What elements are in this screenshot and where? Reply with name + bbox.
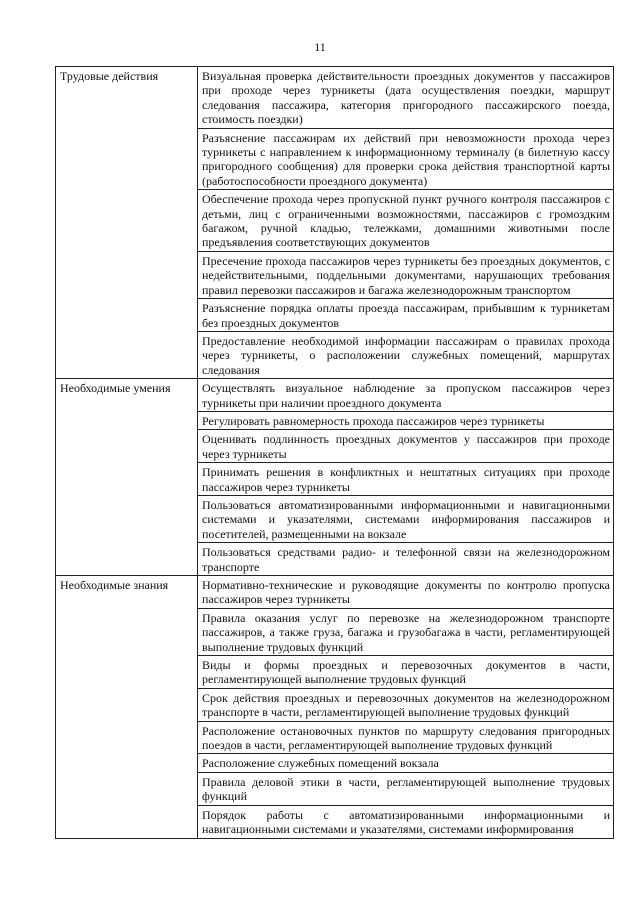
table-cell: Визуальная проверка действительности проездных документов у пассажиров при проходе через турникеты (дата осуществления поездки, маршрут следования пассажира, категория пригородного пассажирского поезда, стоимость поездки) bbox=[198, 67, 614, 129]
table-cell: Срок действия проездных и перевозочных документов на железнодорожном транспорте в части, регламентирующей выполнение трудовых функций bbox=[198, 688, 614, 721]
table-cell: Пресечение прохода пассажиров через турникеты без проездных документов, с недействительными, поддельными документами, нарушающих требования правил перевозки пассажиров и багажа железнодорожным транспортом bbox=[198, 251, 614, 298]
requirements-table bbox=[55, 66, 614, 839]
section-label-required-knowledge: Необходимые знания bbox=[56, 576, 198, 839]
table-cell: Разъяснение пассажирам их действий при невозможности прохода через турникеты с направлением к информационному терминалу (в билетную кассу пригородного сообщения) для проверки срока действия транспортной карты (работоспособности проездного документа) bbox=[198, 128, 614, 190]
table-cell: Предоставление необходимой информации пассажирам о правилах прохода через турникеты, о расположении служебных помещений, маршрутах следования bbox=[198, 331, 614, 378]
table-cell: Нормативно-технические и руководящие документы по контролю пропуска пассажиров через турникеты bbox=[198, 576, 614, 609]
table-cell: Разъяснение порядка оплаты проезда пассажирам, прибывшим к турникетам без проездных документов bbox=[198, 299, 614, 332]
section-label-required-skills: Необходимые умения bbox=[56, 379, 198, 576]
page-number: 11 bbox=[314, 40, 326, 54]
table-cell: Правила деловой этики в части, регламентирующей выполнение трудовых функций bbox=[198, 772, 614, 805]
table-cell: Расположение служебных помещений вокзала bbox=[198, 754, 614, 772]
table-row bbox=[56, 379, 614, 412]
table-cell: Оценивать подлинность проездных документов у пассажиров при проходе через турникеты bbox=[198, 430, 614, 463]
table-row bbox=[56, 67, 614, 129]
table-cell: Осуществлять визуальное наблюдение за пропуском пассажиров через турникеты при наличии проездного документа bbox=[198, 379, 614, 412]
section-label-labor-actions: Трудовые действия bbox=[56, 67, 198, 379]
table-row bbox=[56, 576, 614, 609]
table-cell: Регулировать равномерность прохода пассажиров через турникеты bbox=[198, 411, 614, 429]
table-cell: Порядок работы с автоматизированными информационными и навигационными системами и указателями, системами информирования bbox=[198, 805, 614, 838]
table-cell: Пользоваться автоматизированными информационными и навигационными системами и указателями, системами информирования пассажиров и посетителей, размещенными на вокзале bbox=[198, 495, 614, 542]
table-cell: Виды и формы проездных и перевозочных документов в части, регламентирующей выполнение трудовых функций bbox=[198, 656, 614, 689]
table-cell: Правила оказания услуг по перевозке на железнодорожном транспорте пассажиров, а также груза, багажа и грузобагажа в части, регламентирующей выполнение трудовых функций bbox=[198, 608, 614, 655]
table-cell: Принимать решения в конфликтных и нештатных ситуациях при проходе пассажиров через турникеты bbox=[198, 463, 614, 496]
table-cell: Обеспечение прохода через пропускной пункт ручного контроля пассажиров с детьми, лиц с ограниченными возможностями, пассажиров с громоздким багажом, ручной кладью, тележками, домашними животными после предъявления соответствующих документов bbox=[198, 190, 614, 252]
table-cell: Расположение остановочных пунктов по маршруту следования пригородных поездов в части, регламентирующей выполнение трудовых функций bbox=[198, 721, 614, 754]
table-cell: Пользоваться средствами радио- и телефонной связи на железнодорожном транспорте bbox=[198, 543, 614, 576]
